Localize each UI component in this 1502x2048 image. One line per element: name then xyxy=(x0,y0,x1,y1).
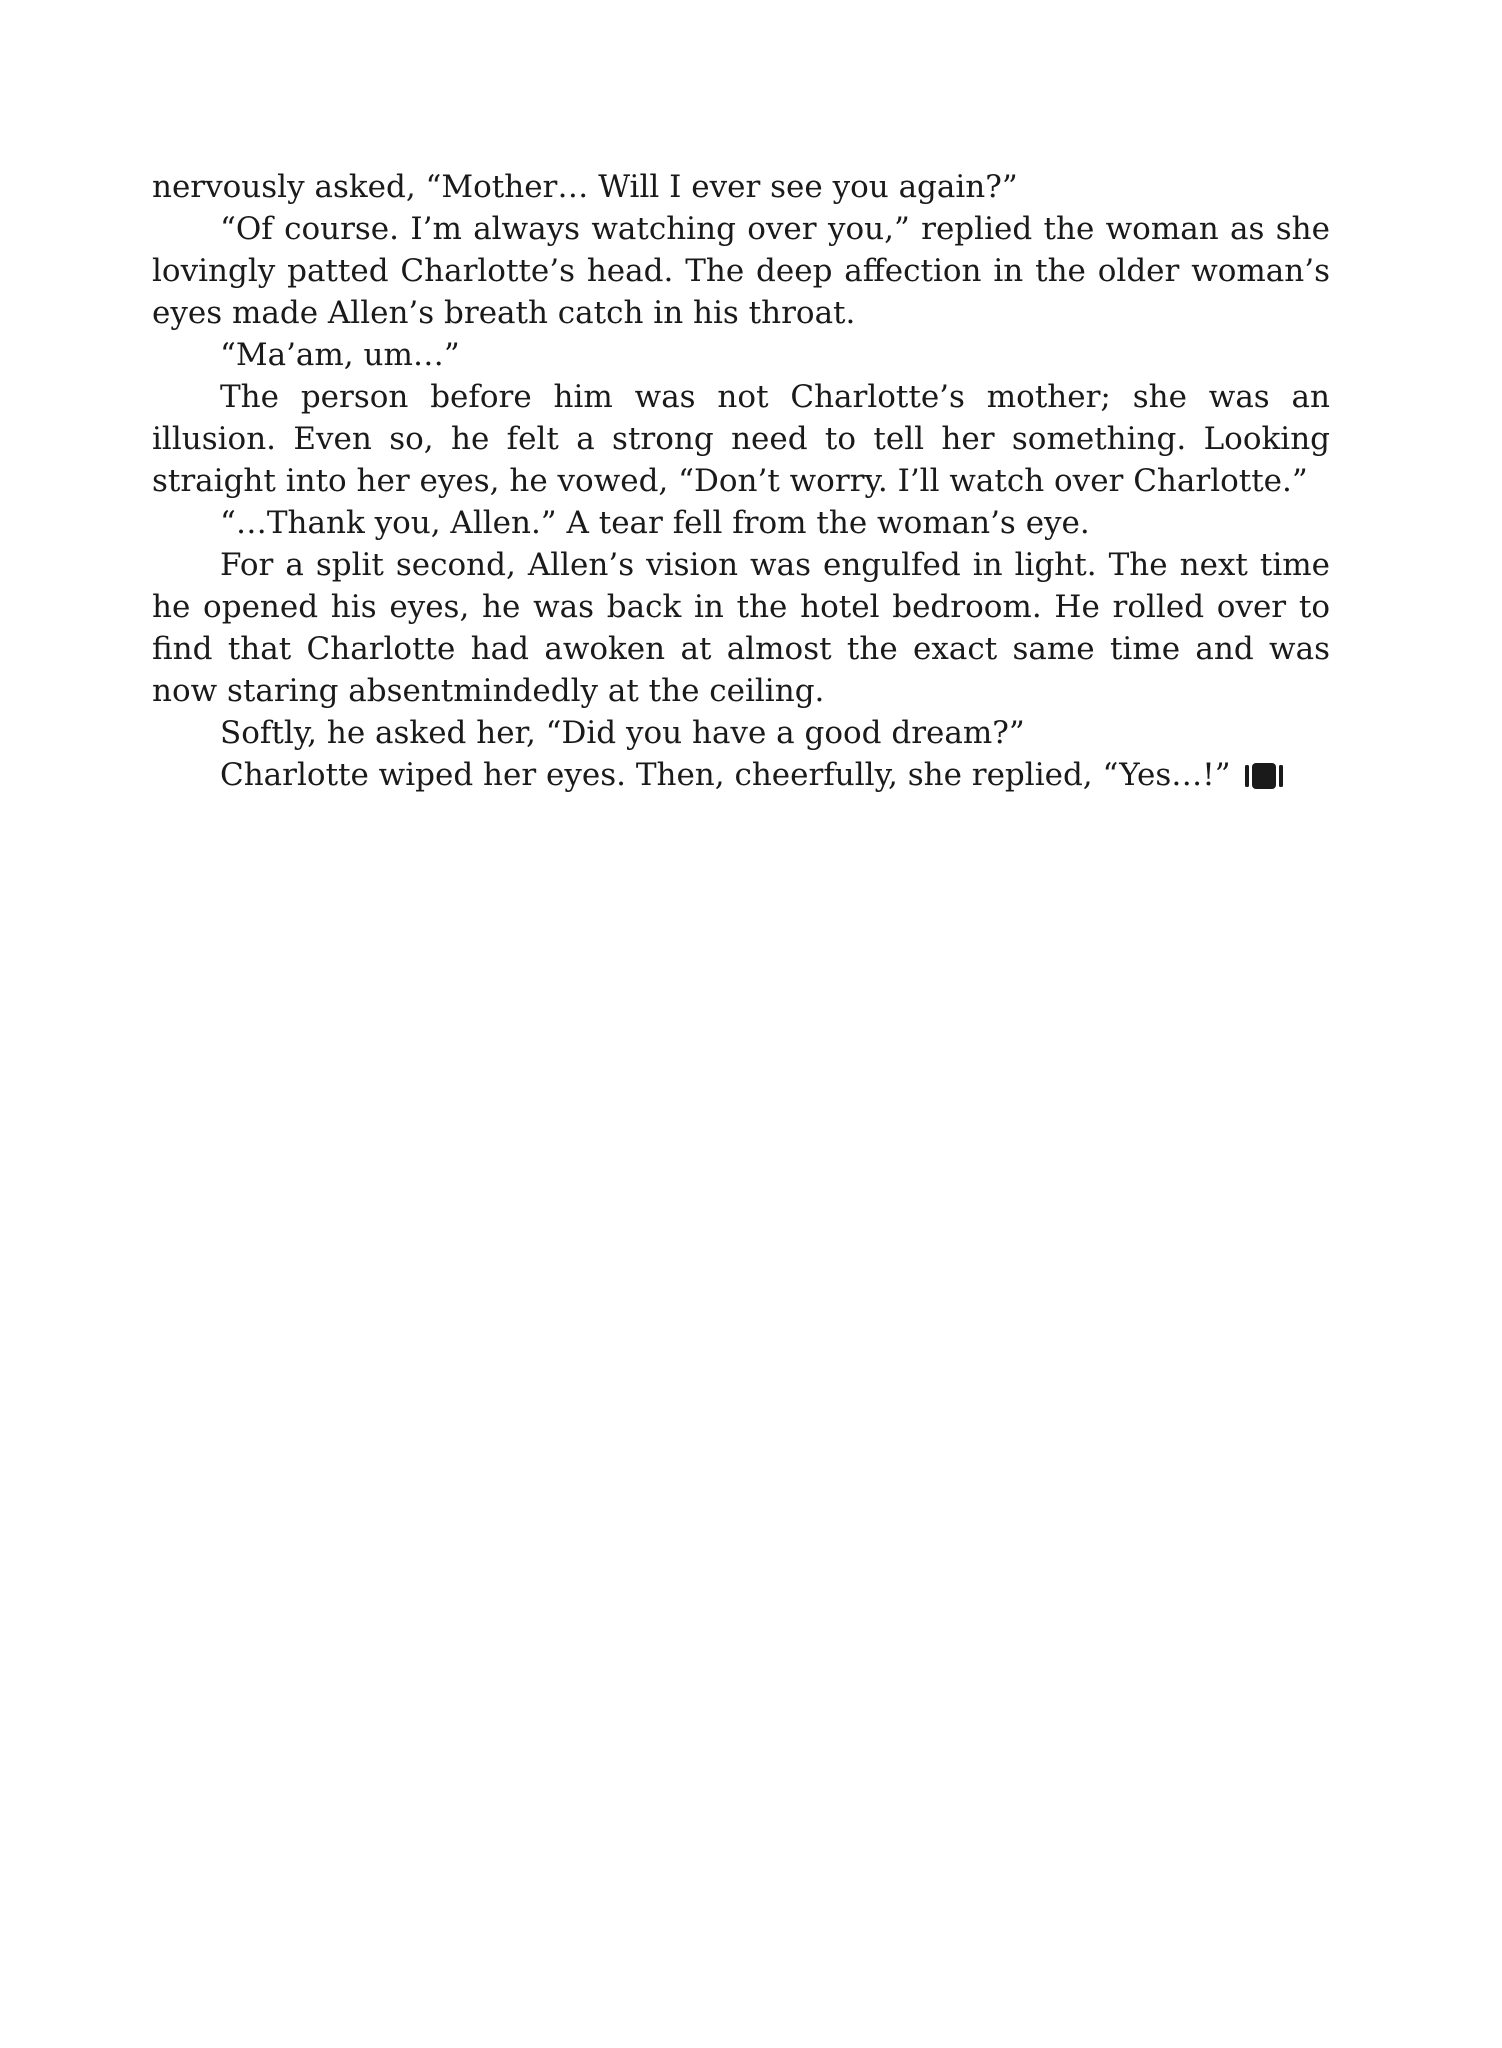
paragraph: The person before him was not Charlotte’s mother; she was an illusion. Even so, he felt a strong need to tell her something. Looking straight into her eyes, he vowed, “Don’t worry. I’ll watch over Charlotte.” xyxy=(152,379,1330,499)
paragraph: “Of course. I’m always watching over you,” replied the woman as she lovingly patted Charlotte’s head. The deep affection in the older woman’s eyes made Allen’s breath catch in his throat. xyxy=(152,211,1330,331)
paragraph: Softly, he asked her, “Did you have a good dream?” xyxy=(220,715,1025,751)
body-text xyxy=(152,166,1330,796)
paragraph: “…Thank you, Allen.” A tear fell from the woman’s eye. xyxy=(220,505,1090,541)
paragraph: “Ma’am, um…” xyxy=(220,337,460,373)
paragraph: nervously asked, “Mother… Will I ever see you again?” xyxy=(152,169,1018,205)
paragraph: For a split second, Allen’s vision was engulfed in light. The next time he opened his eyes, he was back in the hotel bedroom. He rolled over to find that Charlotte had awoken at almost the exact same time and was now staring absentmindedly at the ceiling. xyxy=(152,547,1330,709)
last-paragraph xyxy=(152,754,1330,796)
chapter-end-icon xyxy=(1245,763,1283,789)
paragraph-text: Charlotte wiped her eyes. Then, cheerfully, she replied, “Yes…!” xyxy=(220,757,1231,793)
